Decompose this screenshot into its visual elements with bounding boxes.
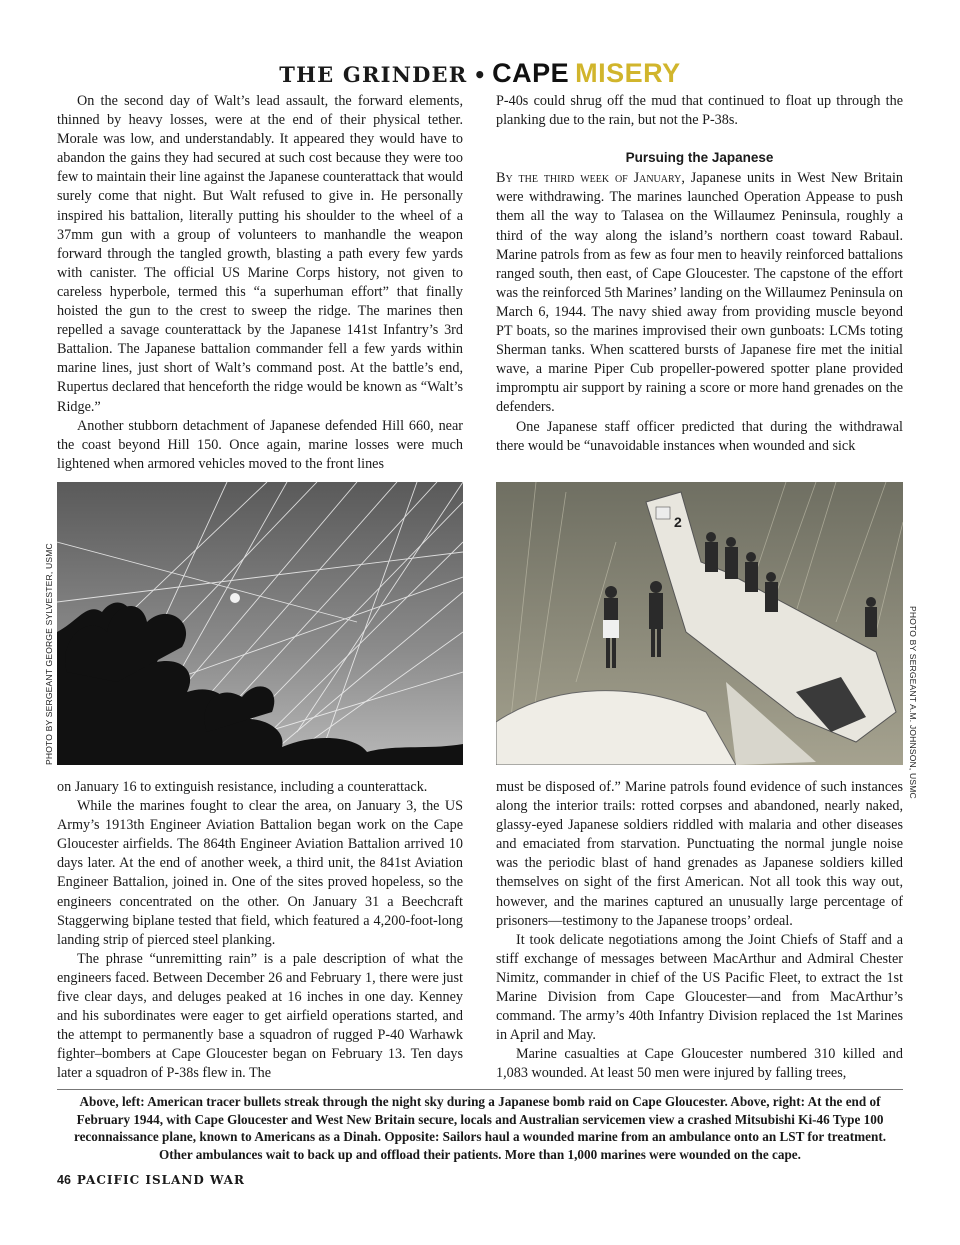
body-paragraph-continuation: on January 16 to extinguish resistance, including a counterattack.	[57, 779, 428, 795]
flare-glow	[230, 593, 240, 603]
loincloth	[603, 620, 619, 638]
publication-name: PACIFIC ISLAND WAR	[76, 1173, 245, 1187]
section-name: THE GRINDER	[279, 62, 468, 87]
body-paragraph-continuation: must be disposed of.” Marine patrols found evidence of such instances along the interior trails: rotted corpses and abandoned, nearly naked, glassy-eyed Japanese soldiers riddled with malaria and other diseases and emaciated from starvation. Punctuating the normal jungle noise was the periodic blast of hand grenades as Japanese soldiers killed themselves on sight of the first American. Not all took this way out, however, and the marines captured an unusually large percentage of prisoners—testimony to the Japanese troops’ ordeal.	[496, 779, 903, 929]
crashed-plane-photo	[496, 482, 903, 765]
photo-credit-right: PHOTO BY SERGEANT A.M. JOHNSON, USMC	[908, 606, 918, 799]
tracer-photo-illustration	[57, 482, 463, 765]
column-1-bottom	[57, 778, 463, 1084]
body-paragraph: One Japanese staff officer predicted that during the withdrawal there would be “unavoidable instances when wounded and sick	[496, 418, 903, 454]
paragraph-text: Japanese units in West New Britain were withdrawing. The marines launched Operation Appease to push them all the way to Talasea on the Willaumez Peninsula, roughly a third of the way along the island’s northern coast toward Rabaul. Marine patrols from as few as four men to heavily reinforced battalions ranged south, then east, of Cape Gloucester. The capstone of the effort was the reinforced 5th Marines’ landing on the Willaumez Peninsula on March 6, 1944. The navy shied away from providing muscle beyond PT boats, so the marines improvised their own gunboats: LCMs toting Sherman tanks. When scattered bursts of Japanese fire met the initial wave, a marine Piper Cub propeller-powered spotter plane provided impromptu air support by raining a score or more hand grenades on the defenders.	[496, 170, 903, 416]
caption-divider	[57, 1089, 903, 1090]
tracer-night-sky-photo	[57, 482, 463, 765]
column-1-top	[57, 92, 463, 474]
body-paragraph: The phrase “unremitting rain” is a pale description of what the engineers faced. Between December 26 and February 1, there were just five clear days, and deluges peaked at 16 inches in one day. Kenney and his subordinates were eager to get airfield operations started, and the attempt to permanently base a squadron of rugged P-40 Warhawk fighter–bombers at Cape Gloucester began on February 13. Ten days later a squadron of P-38s flew in. The	[57, 950, 463, 1082]
body-paragraph: It took delicate negotiations among the Joint Chiefs of Staff and a stiff exchange of messages between MacArthur and Admiral Chester Nimitz, commander in chief of the US Pacific Fleet, to extract the 1st Marine Division from Cape Gloucester—and from MacArthur’s command. The army’s 40th Infantry Division replaced the 1st Marines in April and May.	[496, 931, 903, 1044]
crashed-plane-illustration	[496, 482, 903, 765]
section-subhead: Pursuing the Japanese	[625, 150, 774, 166]
running-header	[0, 58, 960, 89]
photo-caption: Above, left: American tracer bullets streak through the night sky during a Japanese bomb raid on Cape Gloucester. Above, right: At the end of February 1944, with Cape Gloucester and West New Britain secure, locals and Australian servicemen view a crashed Mitsubishi Ki-46 Type 100 reconnaissance plane, known to Americans as a Dinah. Opposite: Sailors haul a wounded marine from an ambulance onto an LST for treatment. Other ambulances wait to back up and offload their patients. More than 1,000 marines were wounded on the cape.	[73, 1094, 887, 1162]
body-paragraph: Another stubborn detachment of Japanese defended Hill 660, near the coast beyond Hill 150. Once again, marine losses were much lightened when armored vehicles moved to the front lines	[57, 417, 463, 472]
column-2-bottom	[496, 778, 903, 1084]
column-2-top	[496, 92, 903, 456]
body-paragraph	[496, 169, 903, 417]
body-paragraph: On the second day of Walt’s lead assault, the forward elements, thinned by heavy losses, were at the end of their physical tether. Morale was low, and understandably. It appeared they would have to abandon the gains they had secured at such cost because they were too few to maintain their line against the Japanese counterattack that would surely come that night. But Walt refused to give in. He personally inspired his battalion, literally putting his shoulder to the wheel of a 37mm gun with a group of volunteers to manhandle the weapon forward through the tangled growth, blasting a path every few yards with canister. The official US Marine Corps history, not given to careless hyperbole, termed this “a superhuman effort” that finally hoisted the gun to the crest to sweep the ridge. The marines then repelled a savage counterattack by the Japanese 141st Infantry’s 3rd Battalion. The Japanese battalion commander fell a few yards within marine lines, just short of Walt’s command post. At the battle’s end, Rupertus declared that henceforth the ridge would be known as “Walt’s Ridge.”	[57, 93, 463, 415]
page-number: 46	[57, 1173, 71, 1187]
body-paragraph-continuation: P-40s could shrug off the mud that continued to float up through the planking due to the rain, but not the P-38s.	[496, 93, 903, 129]
body-paragraph: While the marines fought to clear the area, on January 3, the US Army’s 1913th Engineer Aviation Battalion began work on the Cape Gloucester airfields. The 864th Engineer Aviation Battalion arrived 10 days later. At the end of another week, a third unit, the 841st Aviation Engineer Battalion, joined in. One of the sites proved hopeless, so the engineers concentrated on the other. On January 31 a Beechcraft Staggerwing biplane tested that field, which featured a 4,200-foot-long landing strip of pierced steel planking.	[57, 798, 463, 948]
article-title-part1: CAPE	[492, 58, 570, 88]
body-paragraph: Marine casualties at Cape Gloucester numbered 310 killed and 1,083 wounded. At least 50 men were injured by falling trees,	[496, 1046, 903, 1082]
plane-marking-number: 2	[674, 514, 682, 530]
lead-in-smallcaps: By the third week of January,	[496, 170, 685, 187]
page-footer	[57, 1173, 245, 1187]
header-separator: •	[473, 63, 487, 87]
photo-credit-left: PHOTO BY SERGEANT GEORGE SYLVESTER, USMC	[44, 543, 54, 765]
article-title-part2: MISERY	[575, 58, 681, 88]
